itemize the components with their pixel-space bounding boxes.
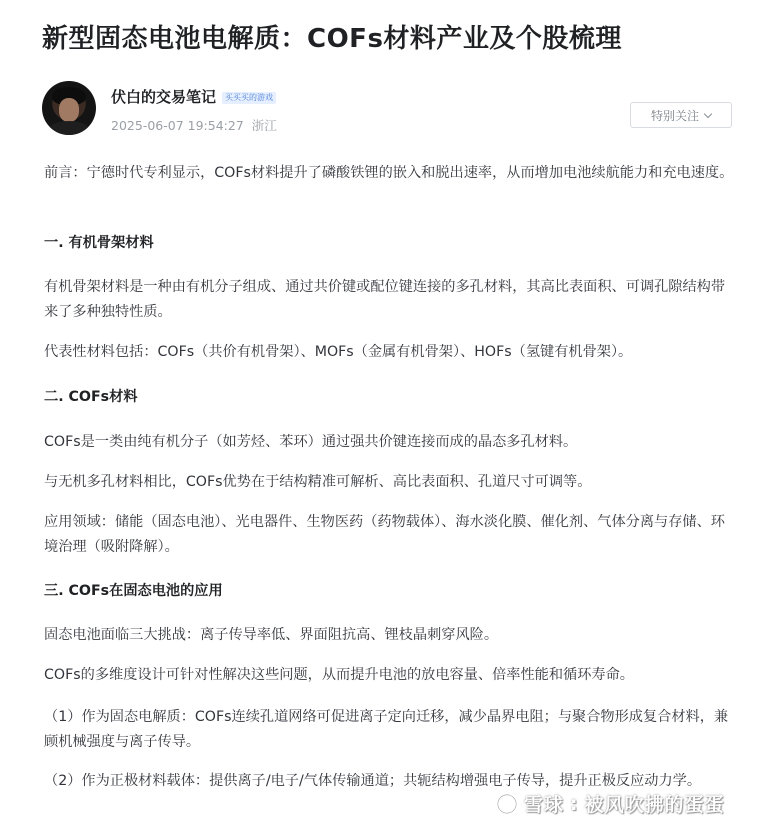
author-name[interactable]: 伏白的交易笔记 [111, 88, 217, 106]
paragraph-intro: 前言：宁德时代专利显示，COFs材料提升了磷酸铁锂的嵌入和脱出速率，从而增加电池续航能力和充电速度。 [44, 165, 734, 181]
watermark-brand: 雪球 [524, 794, 565, 816]
paragraph-3: COFs是一类由纯有机分子（如芳烃、苯环）通过强共价键连接而成的晶态多孔材料。 [44, 434, 578, 450]
avatar-face [59, 98, 79, 122]
snowball-logo-icon [496, 793, 518, 815]
heading-1: 一. 有机骨架材料 [44, 235, 154, 251]
heading-2: 二. COFs材料 [44, 389, 138, 405]
paragraph-8: （1）作为固态电解质：COFs连续孔道网络可促进离子定向迁移，减少晶界电阻；与聚合物形成复合材料，兼顾机械强度与离子传导。 [44, 709, 729, 750]
paragraph-7: COFs的多维度设计可针对性解决这些问题，从而提升电池的放电容量、倍率性能和循环寿命。 [44, 667, 634, 683]
chevron-down-icon [704, 109, 712, 117]
paragraph-1: 有机骨架材料是一种由有机分子组成、通过共价键或配位键连接的多孔材料，其高比表面积、可调孔隙结构带来了多种独特性质。 [44, 279, 726, 320]
watermark [496, 790, 725, 817]
post-location: 浙江 [251, 118, 277, 133]
post-date: 2025-06-07 19:54:27 [111, 118, 244, 133]
watermark-user: 被风吹拂的蛋蛋 [584, 794, 725, 816]
follow-label: 特别关注 [650, 108, 699, 123]
author-avatar[interactable] [42, 81, 96, 135]
paragraph-5: 应用领域：储能（固态电池）、光电器件、生物医药（药物载体）、海水淡化膜、催化剂、气体分离与存储、环境治理（吸附降解）。 [44, 514, 725, 555]
heading-3: 三. COFs在固态电池的应用 [44, 583, 223, 599]
paragraph-6: 固态电池面临三大挑战：离子传导率低、界面阻抗高、锂枝晶刺穿风险。 [44, 627, 499, 643]
avatar-body [46, 121, 92, 135]
paragraph-2: 代表性材料包括：COFs（共价有机骨架）、MOFs（金属有机骨架）、HOFs（氢键有机骨架）。 [44, 344, 633, 360]
paragraph-4: 与无机多孔材料相比，COFs优势在于结构精准可解析、高比表面积、孔道尺寸可调等。 [44, 474, 592, 490]
article-title: 新型固态电池电解质：COFs材料产业及个股梳理 [42, 24, 622, 54]
watermark-separator: : [570, 792, 579, 815]
post-meta [111, 117, 277, 135]
paragraph-9: （2）作为正极材料载体：提供离子/电子/气体传输通道；共轭结构增强电子传导，提升正极反应动力学。 [44, 773, 702, 789]
author-badge: 买买买的游戏 [222, 92, 276, 104]
follow-button[interactable] [630, 102, 732, 128]
